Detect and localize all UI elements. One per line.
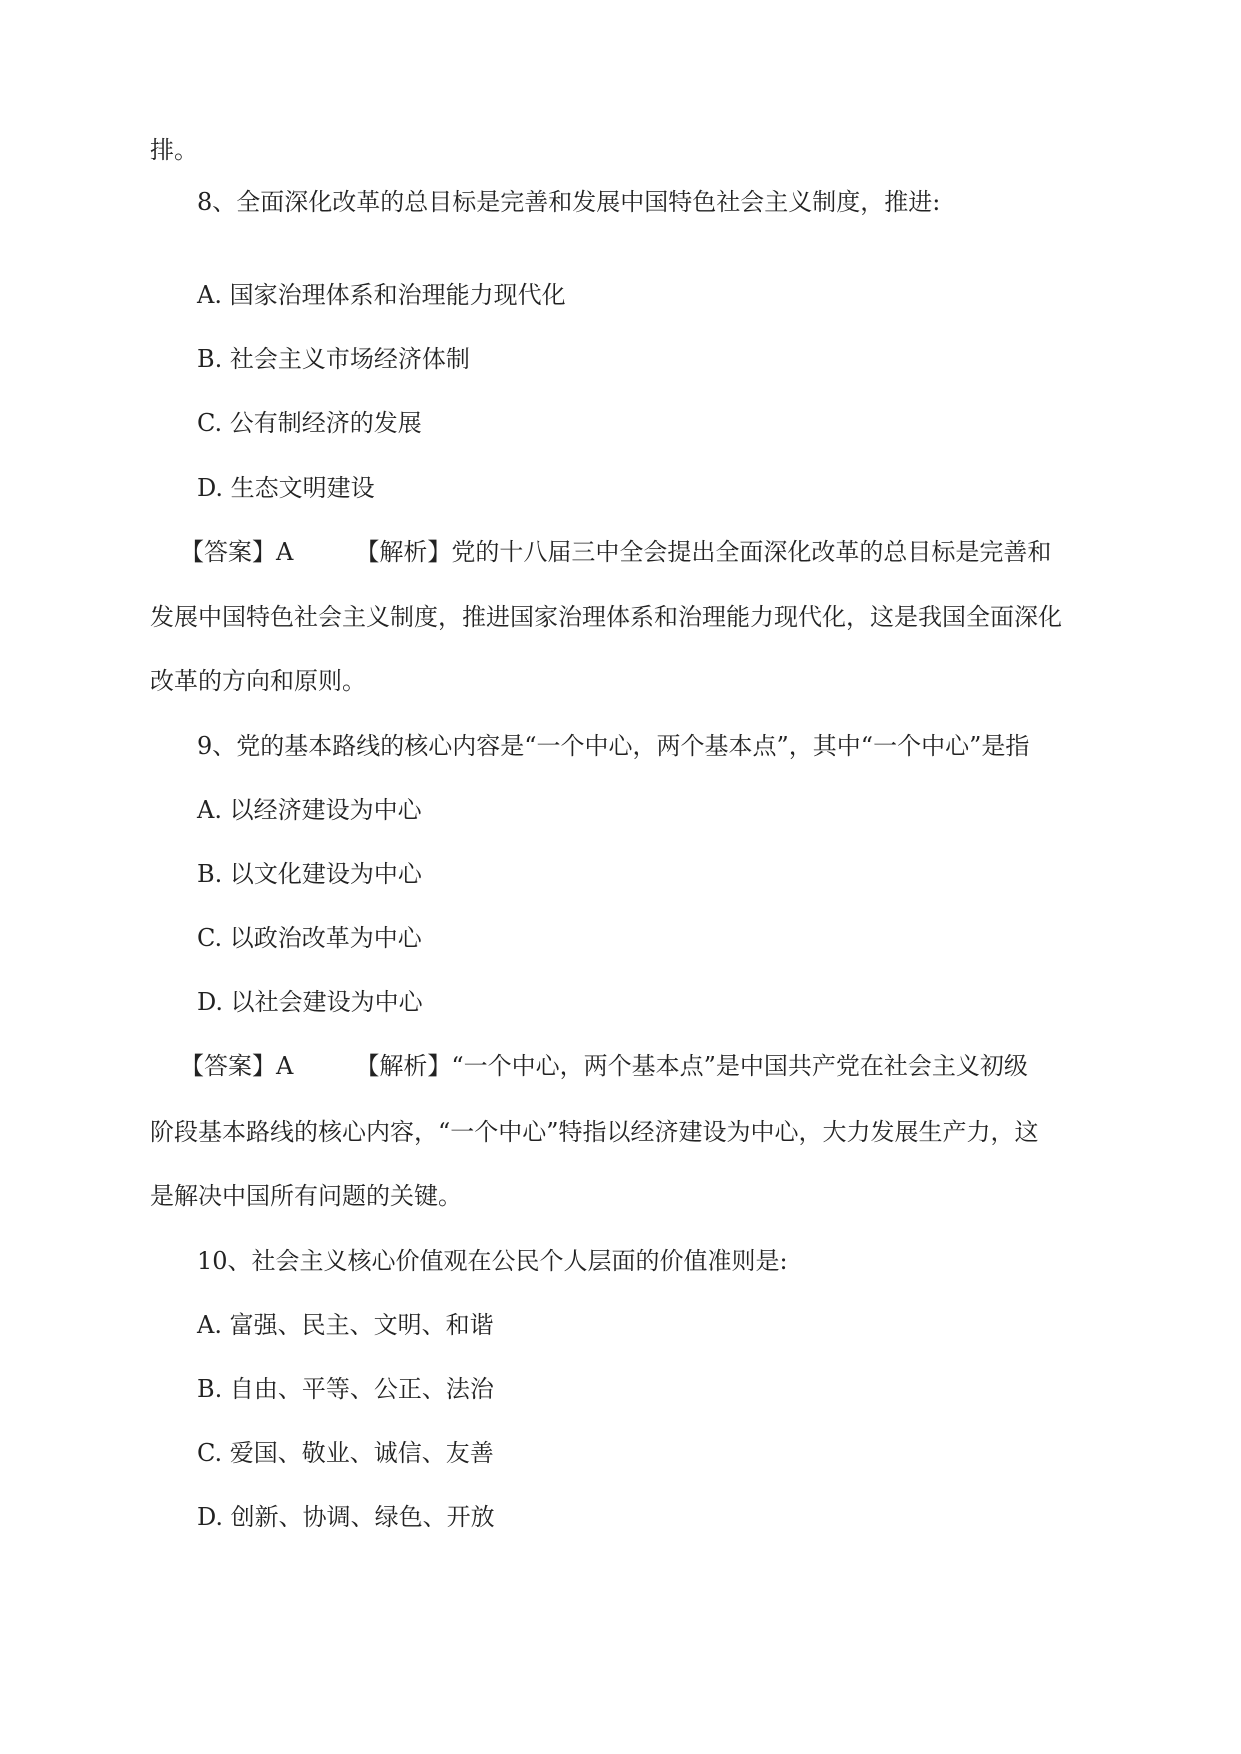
question-8-stem: 8、全面深化改革的总目标是完善和发展中国特色社会主义制度，推进:	[197, 188, 941, 216]
explanation-text: 是解决中国所有问题的关键。	[150, 1182, 462, 1210]
explanation-text: 【解析】“一个中心，两个基本点”是中国共产党在社会主义初级	[355, 1052, 1028, 1080]
question-8-answer-explanation	[180, 536, 1051, 568]
question-9-answer-explanation	[180, 1050, 1028, 1082]
continuation-text: 排。	[150, 136, 198, 164]
question-9-stem: 9、党的基本路线的核心内容是“一个中心，两个基本点”，其中“一个中心”是指	[197, 732, 1030, 760]
explanation-text: 改革的方向和原则。	[150, 667, 366, 695]
question-8-option-a: A. 国家治理体系和治理能力现代化	[197, 281, 566, 309]
question-8-option-b: B. 社会主义市场经济体制	[197, 345, 470, 373]
question-10-option-b: B. 自由、平等、公正、法治	[197, 1375, 494, 1403]
question-8-option-d: D. 生态文明建设	[197, 474, 375, 502]
question-10-option-c: C. 爱国、敬业、诚信、友善	[197, 1439, 494, 1467]
explanation-text: 阶段基本路线的核心内容，“一个中心”特指以经济建设为中心，大力发展生产力，这	[150, 1118, 1039, 1146]
answer-label: 【答案】A	[180, 538, 294, 566]
question-9-option-d: D. 以社会建设为中心	[197, 988, 423, 1016]
question-10-stem: 10、社会主义核心价值观在公民个人层面的价值准则是:	[197, 1247, 788, 1275]
explanation-text: 【解析】党的十八届三中全会提出全面深化改革的总目标是完善和	[355, 538, 1052, 566]
question-10-option-a: A. 富强、民主、文明、和谐	[197, 1311, 494, 1339]
answer-label: 【答案】A	[180, 1052, 294, 1080]
question-8-option-c: C. 公有制经济的发展	[197, 409, 422, 437]
question-10-option-d: D. 创新、协调、绿色、开放	[197, 1503, 495, 1531]
explanation-text: 发展中国特色社会主义制度，推进国家治理体系和治理能力现代化，这是我国全面深化	[150, 603, 1062, 631]
question-9-option-b: B. 以文化建设为中心	[197, 860, 422, 888]
question-9-option-a: A. 以经济建设为中心	[197, 796, 422, 824]
question-9-option-c: C. 以政治改革为中心	[197, 924, 422, 952]
